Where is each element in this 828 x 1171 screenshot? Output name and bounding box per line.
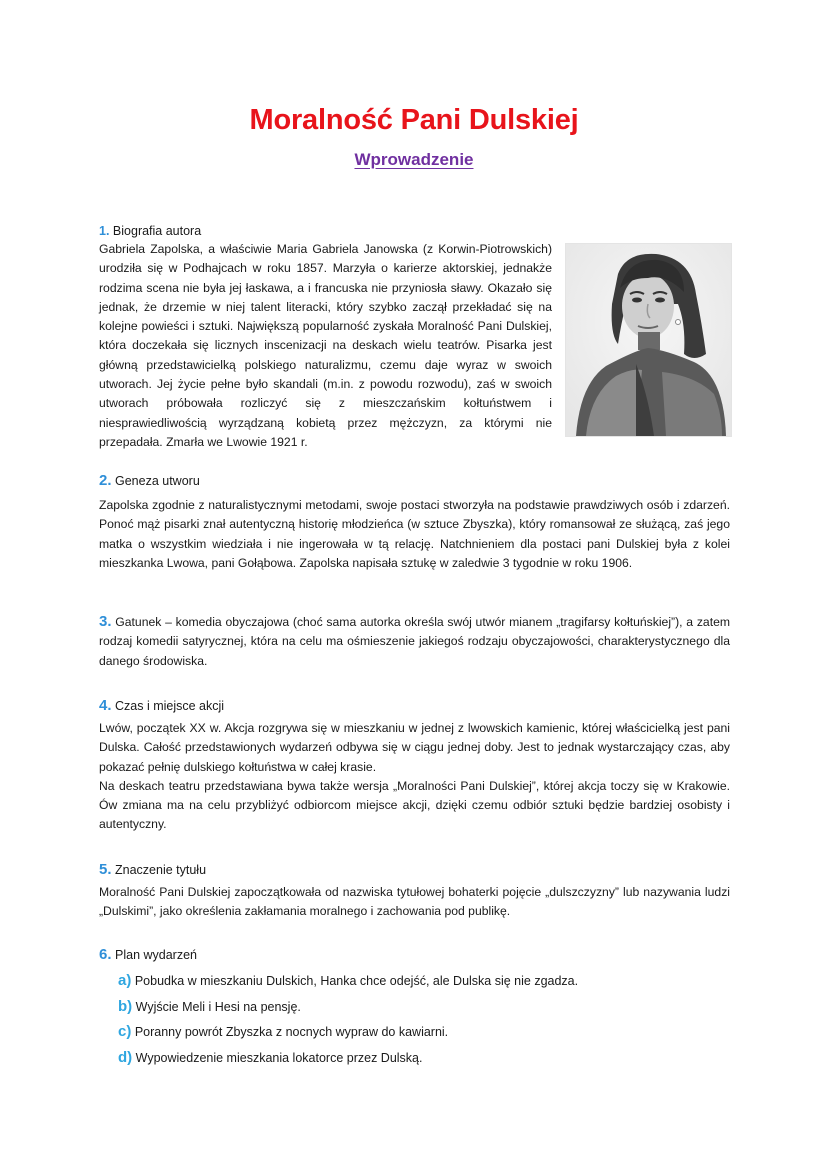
list-text: Wyjście Meli i Hesi na pensję. <box>135 999 301 1014</box>
section-number: 6. <box>99 946 112 963</box>
section-heading <box>99 222 730 240</box>
section-title: Geneza utworu <box>115 474 200 488</box>
section-heading <box>99 472 730 490</box>
author-portrait-icon <box>566 244 731 436</box>
list-letter: b) <box>118 997 133 1015</box>
subtitle-text: Wprowadzenie <box>354 150 474 169</box>
events-list <box>118 971 578 1074</box>
document-title: Moralność Pani Dulskiej <box>249 104 579 136</box>
section-heading <box>99 861 730 879</box>
section-paragraph: Na deskach teatru przedstawiana bywa także wersja „Moralności Pani Dulskiej”, której akcja toczy się w Krakowie. Ów zmiana ma na celu przybliżyć odbiorcom miejsce akcji, dzięki czemu odbiór sztuki będzie bardziej osobisty i autentyczny. <box>99 778 730 832</box>
section-title: Plan wydarzeń <box>115 948 197 962</box>
section-number: 5. <box>99 861 112 878</box>
section-genre <box>99 612 730 671</box>
section-paragraph: Lwów, początek XX w. Akcja rozgrywa się w mieszkaniu w jednej z lwowskich kamienic, której właścicielką jest pani Dulska. Całość przedstawionych wydarzeń odbywa się w ciągu jednej doby. Jest to jednak wystarczający czas, aby pokazać pełnię dulskiego kołtuństwa w całej krasie. <box>99 721 730 774</box>
section-title: Biografia autora <box>112 224 202 238</box>
document-subtitle <box>0 150 828 170</box>
list-item <box>118 971 578 997</box>
list-text: Poranny powrót Zbyszka z nocnych wypraw do kawiarni. <box>134 1025 449 1040</box>
list-letter: d) <box>118 1049 133 1067</box>
section-paragraph: Zapolska zgodnie z naturalistycznymi metodami, swoje postaci stworzyła na podstawie prawdziwych osób i zdarzeń. Ponoć mąż pisarki znał autentyczną historię młodzieńca (w sztuce Zbyszka), który romansował ze służącą, zaś jego matka o wszystkim wiedziała i nie ingerowała w tą relację. Natchnieniem dla postaci pani Dulskiej była z kolei mieszkanka Lwowa, pani Gołąbowa. Zapolska napisała sztukę w zaledwie 3 tygodnie w roku 1906. <box>99 498 730 570</box>
section-title: Czas i miejsce akcji <box>115 699 225 713</box>
section-number: 4. <box>99 697 112 714</box>
list-letter: a) <box>118 972 132 989</box>
list-item <box>118 1048 578 1074</box>
list-text: Wypowiedzenie mieszkania lokatorce przez Dulską. <box>135 1051 423 1066</box>
section-number: 1. <box>99 224 110 238</box>
section-title: Znaczenie tytułu <box>115 863 207 877</box>
section-text: Gatunek – komedia obyczajowa (choć sama autorka określa swój utwór mianem „tragifarsy kołtuńskiej”), a zatem rodzaj komedii satyrycznej, która na celu ma ośmieszenie jakiegoś rodzaju obyczajowości, charakterystycznego dla danego środowiska. <box>99 615 731 668</box>
section-genesis <box>99 472 730 573</box>
section-paragraph: Moralność Pani Dulskiej zapoczątkowała od nazwiska tytułowej bohaterki pojęcie „dulszczyzny” lub nazywania ludzi „Dulskimi”, jako określenia zakłamania moralnego i zachowania pod publikę. <box>99 885 730 919</box>
section-plan <box>99 946 730 964</box>
section-paragraph <box>99 612 730 671</box>
author-portrait-image <box>565 243 732 437</box>
section-paragraph: Gabriela Zapolska, a właściwie Maria Gabriela Janowska (z Korwin-Piotrowskich) urodziła się w Podhajcach w roku 1857. Marzyła o karierze aktorskiej, jednakże rodzima scena nie była jej łaskawa, a i francuska nie przyniosła sławy. Okazało się jednak, że drzemie w niej talent literacki, który szybko zaczął przekładać się na kolejne powieści i sztuki. Największą popularność zyskała Moralność Pani Dulskiej, która doczekała się licznych inscenizacji na deskach wielu teatrów. Pisarka jest główną przedstawicielką polskiego naturalizmu, czemu daje wyraz w swoich utworach. Jej życie pełne było skandali (m.in. z powodu rozwodu), zaś w swoich utworach próbowała rozliczyć się z mieszczańskim kołtuństwem i niesprawiedliwością wyrządzaną kobietą przez mężczyzn, za którymi nie przepadała. Zmarła we Lwowie 1921 r. <box>99 242 552 449</box>
section-title-meaning <box>99 861 730 922</box>
section-time-place <box>99 697 730 835</box>
section-number: 3. <box>99 613 112 630</box>
list-item <box>118 1022 578 1048</box>
list-letter: c) <box>118 1023 132 1041</box>
section-heading <box>99 946 730 964</box>
section-heading <box>99 697 730 715</box>
section-number: 2. <box>99 472 112 489</box>
list-item <box>118 997 578 1023</box>
list-text: Pobudka w mieszkaniu Dulskich, Hanka chce odejść, ale Dulska się nie zgadza. <box>134 974 579 988</box>
